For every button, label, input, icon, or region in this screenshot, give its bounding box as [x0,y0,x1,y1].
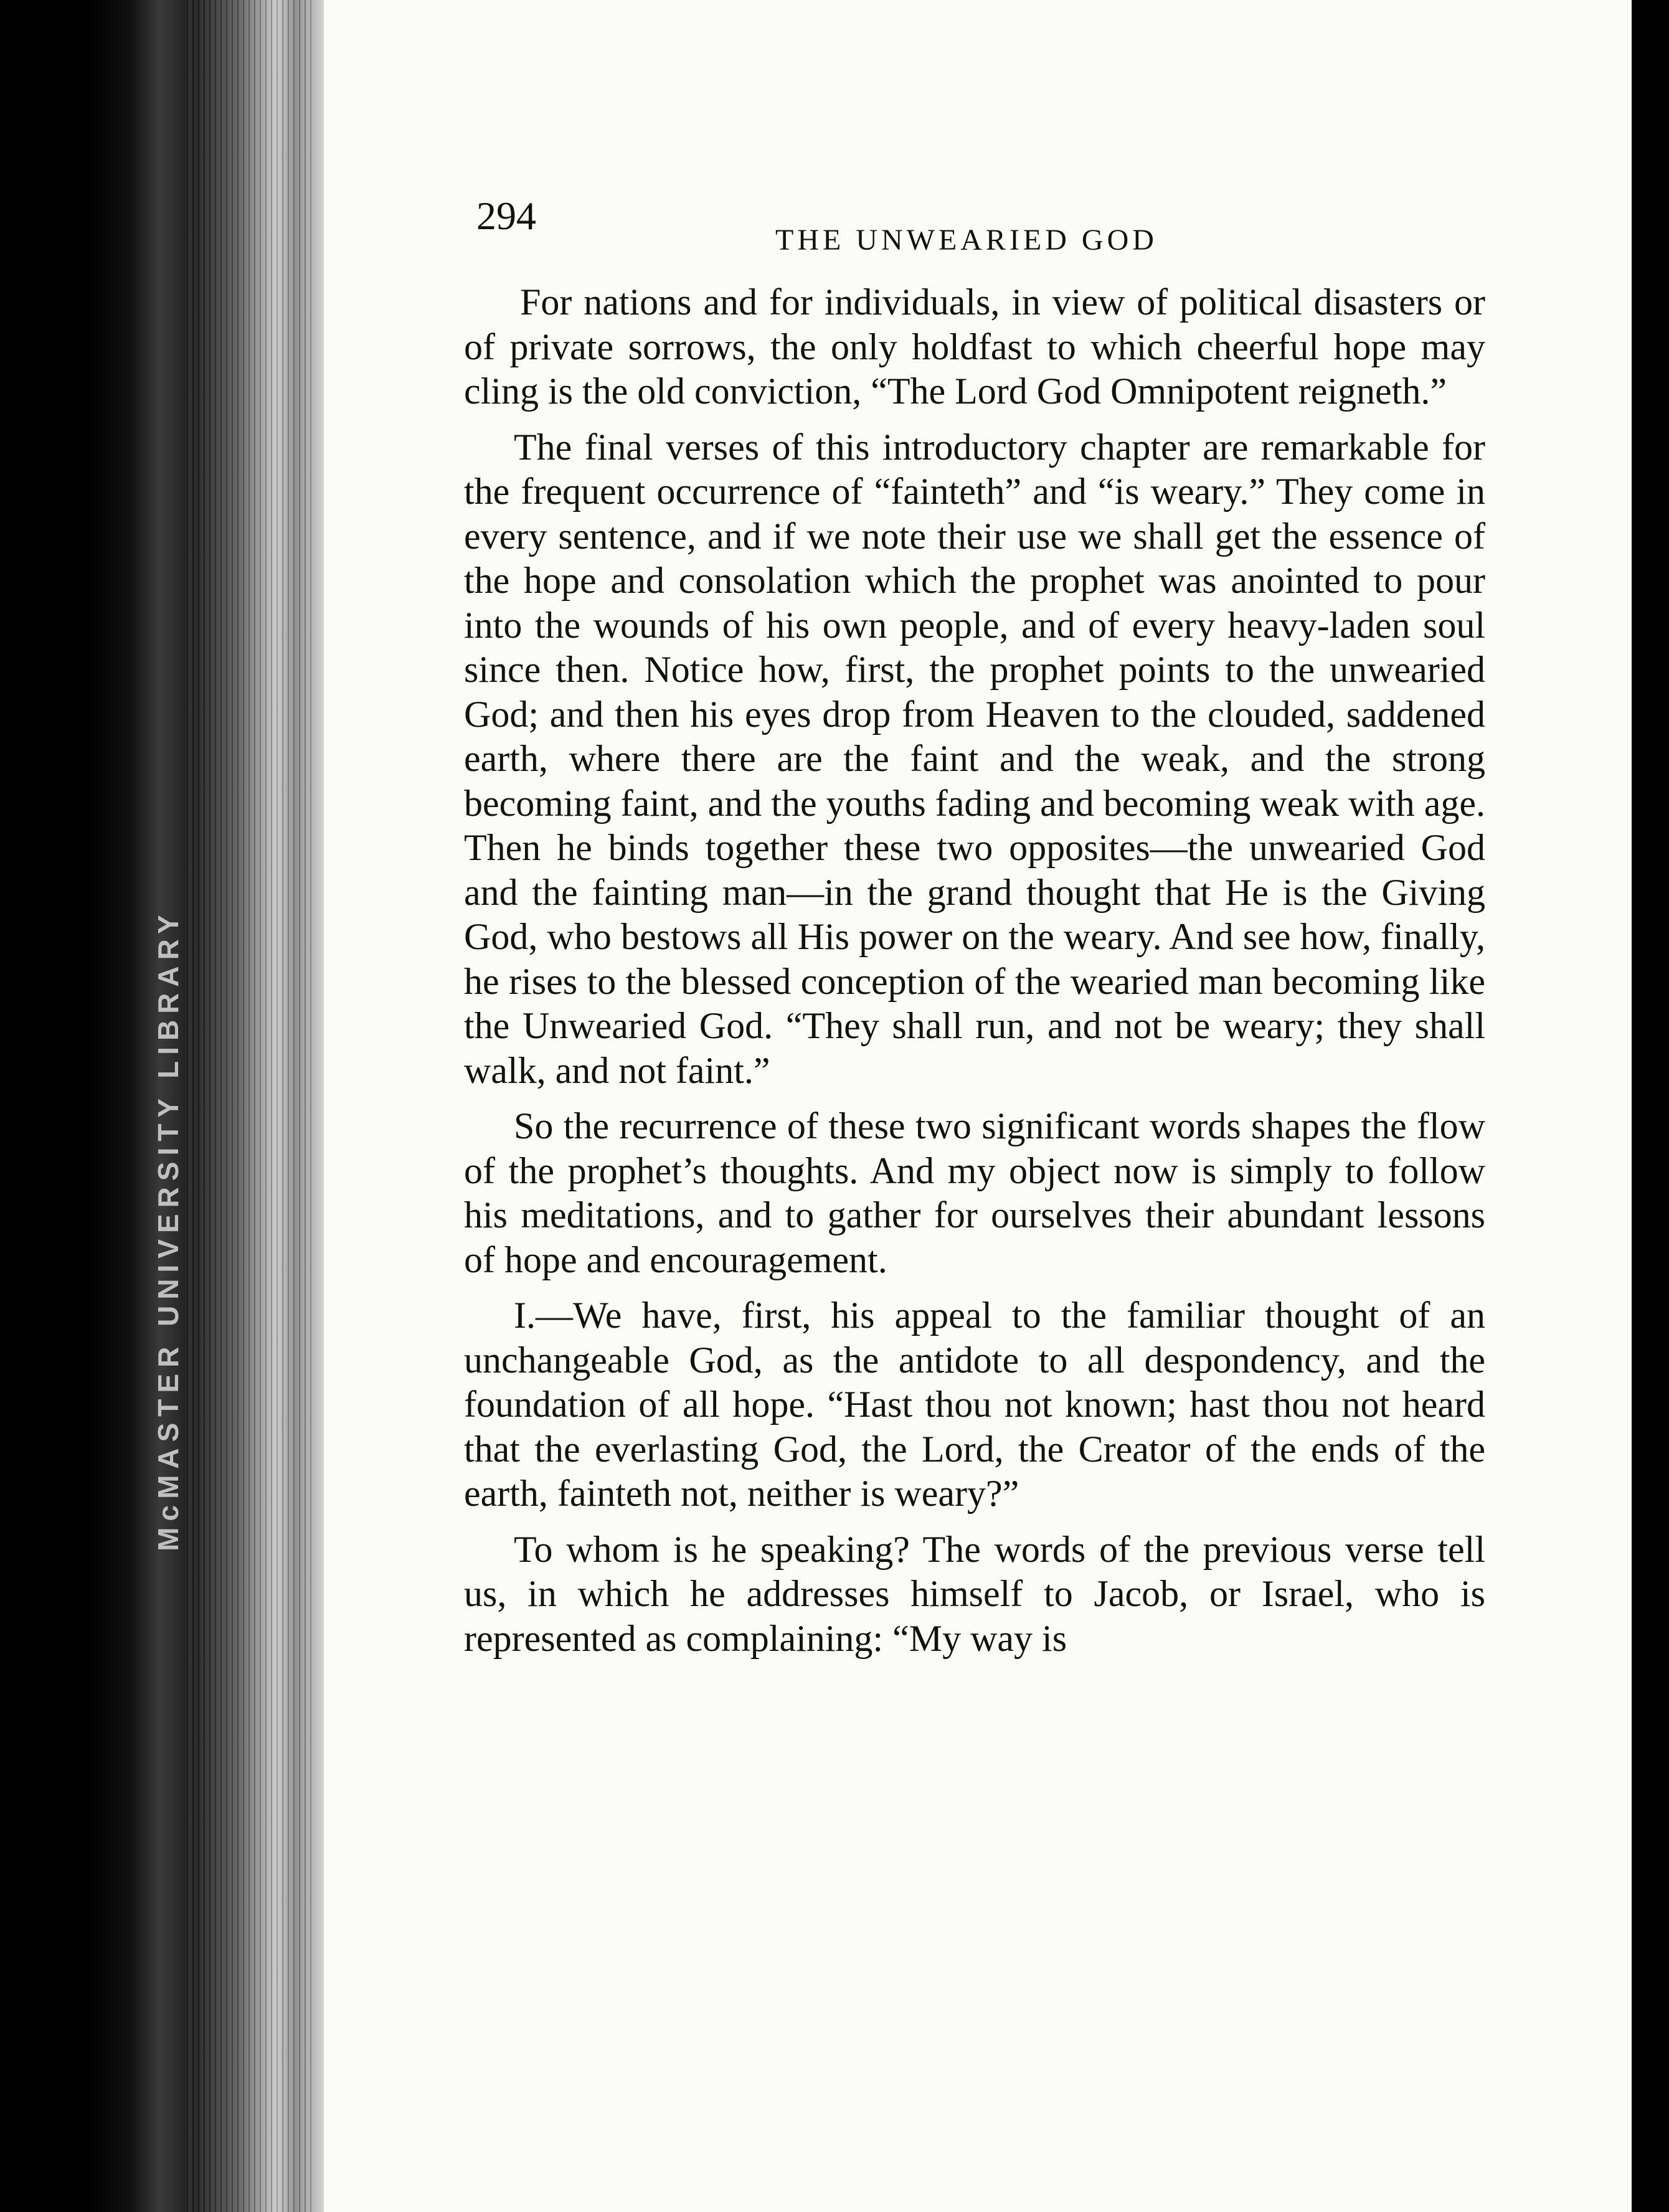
page-number: 294 [476,194,536,238]
paragraph: So the recurrence of these two significant words shapes the flow of the prophet’s thoughts. And my object now is simply to follow his meditations, and to gather for ourselves their abundant lessons of hope and encouragement. [464,1105,1485,1280]
page-header [476,187,1485,262]
paragraph: I.—We have, first, his appeal to the familiar thought of an unchangeable God, as the antidote to all despondency, and the foundation of all hope. “Hast thou not known; hast thou not heard that the everlasting God, the Lord, the Creator of the ends of the earth, fainteth not, neither is weary?” [464,1295,1485,1514]
running-head: THE UNWEARIED GOD [775,224,1158,257]
facing-page-shadow [1632,0,1669,2212]
body-text [464,280,1485,1672]
page-edge-texture [187,0,311,2212]
library-spine-stamp: McMASTER UNIVERSITY LIBRARY [152,909,184,1551]
paragraph: The final verses of this introductory chapter are remarkable for the frequent occurrence of “fainteth” and “is weary.” They come in every sentence, and if we note their use we shall get the essence of the hope and consolation which the prophet was anointed to pour into the wounds of his own people, and of every heavy-laden soul since then. Notice how, first, the prophet points to the unwearied God; and then his eyes drop from Heaven to the clouded, saddened earth, where there are the faint and the weak, and the strong becoming faint, and the youths fading and becoming weak with age. Then he binds together these two opposites—the unwearied God and the fainting man—in the grand thought that He is the Giving God, who bestows all His power on the weary. And see how, finally, he rises to the blessed conception of the wearied man becoming like the Unwearied God. “They shall run, and not be weary; they shall walk, and not faint.” [464,426,1485,1091]
paragraph: For nations and for individuals, in view of political disasters or of private sorrows, the only holdfast to which cheerful hope may cling is the old conviction, “The Lord God Omnipotent reigneth.” [464,281,1485,412]
paragraph: To whom is he speaking? The words of the previous verse tell us, in which he addresses himself to Jacob, or Israel, who is represented as complaining: “My way is [464,1528,1485,1659]
